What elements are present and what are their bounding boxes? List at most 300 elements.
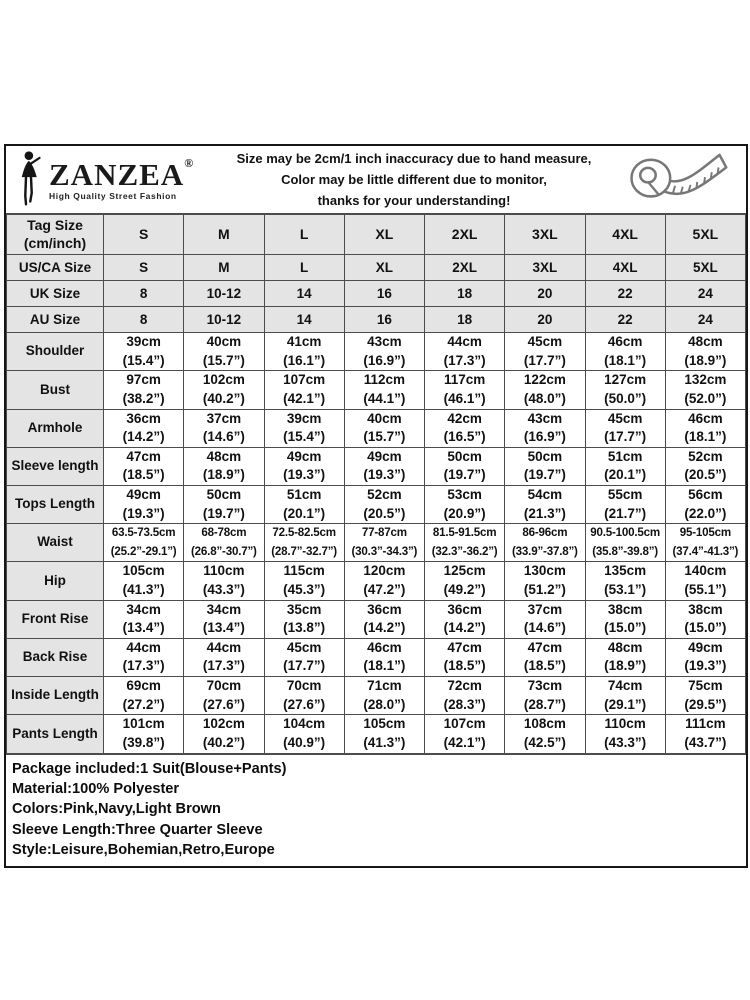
inch-value: (19.7”) (523, 467, 566, 483)
measure-cell (425, 486, 505, 524)
measure-row (7, 486, 746, 524)
measure-cell (344, 638, 424, 676)
cm-value: 51cm (607, 448, 643, 464)
row-label: Bust (7, 371, 104, 409)
registered-mark: ® (184, 155, 195, 170)
cm-value: 45cm (607, 410, 643, 426)
inch-value: (18.1”) (604, 352, 647, 368)
inch-value: (18.9”) (684, 352, 727, 368)
inch-value: (17.3”) (202, 658, 245, 674)
cm-value: 38cm (607, 601, 643, 617)
measure-cell (264, 524, 344, 562)
measure-cell (505, 486, 585, 524)
row-label: Shoulder (7, 333, 104, 371)
measure-notice (222, 148, 606, 211)
inch-value: (52.0”) (684, 390, 727, 406)
cm-value: 39cm (126, 334, 161, 349)
cm-value: 49cm (126, 487, 161, 502)
cm-value: 140cm (684, 563, 727, 579)
measure-cell (505, 333, 585, 371)
size-cell: 14 (264, 281, 344, 307)
cm-value: 46cm (688, 410, 723, 426)
row-label: Front Rise (7, 600, 104, 638)
measure-row (7, 447, 746, 485)
inch-value: (18.1”) (363, 658, 406, 674)
measure-cell (585, 638, 665, 676)
row-label: Inside Length (7, 677, 104, 715)
cm-value: 50cm (527, 448, 563, 464)
measure-cell (425, 600, 505, 638)
measure-cell (264, 638, 344, 676)
size-cell: 14 (264, 307, 344, 333)
size-column-header: L (264, 215, 344, 255)
measure-cell (104, 333, 184, 371)
inch-value: (21.3”) (523, 505, 566, 521)
measure-cell (344, 371, 424, 409)
detail-line: Package included:1 Suit(Blouse+Pants) (12, 760, 287, 777)
cm-value: 43cm (367, 334, 402, 349)
cm-value: 48cm (688, 334, 723, 349)
measure-row (7, 371, 746, 409)
cm-value: 107cm (283, 372, 326, 388)
cm-value: 117cm (443, 372, 486, 388)
cm-value: 43cm (527, 410, 563, 426)
measure-cell (184, 371, 264, 409)
inch-value: (51.2”) (523, 581, 566, 597)
measure-cell (665, 638, 745, 676)
header-band (6, 146, 746, 214)
cm-value: 73cm (527, 678, 563, 694)
inch-value: (14.6”) (202, 429, 245, 445)
size-column-header: 2XL (425, 215, 505, 255)
size-column-header: 5XL (665, 215, 745, 255)
cm-value: 35cm (286, 601, 322, 617)
inch-value: (15.4”) (283, 429, 326, 445)
cm-value: 115cm (283, 563, 325, 579)
row-label: AU Size (7, 307, 104, 333)
measure-cell (505, 715, 585, 753)
cm-value: 74cm (607, 678, 643, 694)
measure-cell (665, 715, 745, 753)
size-cell: 5XL (665, 255, 745, 281)
inch-value: (41.3”) (363, 734, 406, 750)
measure-cell (104, 447, 184, 485)
inch-value: (16.5”) (443, 429, 486, 445)
size-cell: 18 (425, 281, 505, 307)
measure-cell (505, 638, 585, 676)
measure-row (7, 677, 746, 715)
inch-value: (28.3”) (443, 696, 486, 712)
inch-value: (42.5”) (523, 734, 566, 750)
measure-cell (505, 562, 585, 600)
cm-value: 110cm (203, 563, 245, 579)
cm-value: 37cm (206, 410, 242, 426)
cm-value: 69cm (126, 678, 161, 694)
cm-value: 39cm (286, 410, 322, 426)
inch-value: (53.1”) (604, 581, 647, 597)
inch-value: (13.4”) (202, 620, 245, 636)
cm-value: 50cm (447, 448, 482, 464)
measure-cell (505, 371, 585, 409)
inch-value: (17.7”) (523, 352, 566, 368)
cm-value: 36cm (367, 601, 402, 617)
cm-value: 44cm (206, 639, 242, 655)
inch-value: (21.7”) (604, 505, 647, 521)
inch-value: (20.1”) (604, 467, 647, 483)
measure-cell (104, 638, 184, 676)
size-table (6, 214, 746, 754)
inch-value: (19.3”) (684, 658, 727, 674)
measure-cell (505, 677, 585, 715)
inch-value: (27.2”) (122, 696, 165, 712)
measure-cell (585, 600, 665, 638)
measure-row (7, 409, 746, 447)
measure-cell (665, 371, 745, 409)
inch-value: (41.3”) (122, 581, 165, 597)
measure-cell (264, 409, 344, 447)
cm-value: 101cm (122, 716, 165, 732)
cm-value: 41cm (286, 334, 322, 349)
table-header-row (7, 215, 746, 255)
cm-value: 53cm (447, 487, 482, 502)
cm-value: 42cm (447, 410, 482, 426)
measure-row (7, 333, 746, 371)
measure-cell (264, 715, 344, 753)
measure-cell (264, 677, 344, 715)
inch-value: (38.2”) (122, 390, 165, 406)
size-cell: 2XL (425, 255, 505, 281)
inch-value: (14.2”) (363, 620, 406, 636)
row-label: Sleeve length (7, 447, 104, 485)
cm-value: 70cm (286, 678, 322, 694)
inch-value: (43.3”) (604, 734, 647, 750)
inch-value: (22.0”) (684, 505, 727, 521)
row-label: Waist (7, 524, 104, 562)
inch-value: (29.1”) (604, 696, 647, 712)
size-cell: 22 (585, 281, 665, 307)
cm-value: 50cm (206, 487, 242, 502)
cm-value: 102cm (202, 716, 245, 732)
inch-value: (20.5”) (363, 505, 406, 521)
measure-cell (104, 677, 184, 715)
measure-cell (505, 409, 585, 447)
measure-cell (344, 600, 424, 638)
cm-value: 38cm (688, 601, 723, 617)
cm-value: 127cm (604, 372, 647, 388)
cm-value: 44cm (126, 639, 161, 655)
row-label: Pants Length (7, 715, 104, 753)
size-column-header: S (104, 215, 184, 255)
measure-row (7, 638, 746, 676)
inch-value: (45.3”) (283, 581, 326, 597)
cm-value: 112cm (363, 372, 406, 388)
measure-cell (264, 371, 344, 409)
measure-cell (425, 371, 505, 409)
cm-value: 102cm (202, 372, 245, 388)
measure-cell (184, 486, 264, 524)
cm-value: 47cm (527, 639, 563, 655)
inch-value: (17.3”) (443, 352, 486, 368)
cm-value: 40cm (367, 410, 402, 426)
inch-value: (15.7”) (202, 352, 245, 368)
detail-line: Material:100% Polyester (12, 781, 180, 798)
notice-line-1: Size may be 2cm/1 inch inaccuracy due to hand measure, (236, 150, 592, 166)
inch-value: (44.1”) (363, 390, 406, 406)
brand-logo (6, 150, 222, 210)
measure-cell (104, 371, 184, 409)
size-row (7, 281, 746, 307)
inch-value: (19.3”) (122, 505, 165, 521)
cm-value: 70cm (206, 678, 242, 694)
cm-value: 34cm (206, 601, 242, 617)
measure-cell (104, 562, 184, 600)
measure-cell (665, 333, 745, 371)
measure-cell (344, 409, 424, 447)
inch-value: (16.1”) (283, 352, 326, 368)
inch-value: (27.6”) (202, 696, 245, 712)
measure-cell (425, 562, 505, 600)
row-label: Hip (7, 562, 104, 600)
inch-value: (13.4”) (122, 620, 165, 636)
measure-row (7, 524, 746, 562)
cm-value: 40cm (206, 334, 242, 349)
inch-value: (35.8”-39.8”) (592, 544, 658, 558)
inch-value: (30.3”-34.3”) (351, 544, 418, 558)
measure-cell (344, 333, 424, 371)
cm-value: 107cm (443, 716, 486, 732)
measure-row (7, 600, 746, 638)
measure-cell (344, 715, 424, 753)
cm-value: 48cm (206, 448, 242, 464)
cm-value: 47cm (126, 448, 161, 464)
measure-cell (344, 562, 424, 600)
measure-cell (425, 524, 505, 562)
inch-value: (14.2”) (443, 620, 486, 636)
measure-row (7, 715, 746, 753)
inch-value: (32.3”-36.2”) (431, 544, 498, 558)
measure-cell (585, 333, 665, 371)
product-details (6, 754, 746, 866)
inch-value: (20.9”) (443, 505, 486, 521)
size-cell: 8 (104, 307, 184, 333)
inch-value: (17.7”) (604, 429, 647, 445)
measure-cell (425, 677, 505, 715)
cm-value: 120cm (363, 563, 406, 579)
measure-cell (104, 486, 184, 524)
measure-cell (264, 447, 344, 485)
cm-value: 90.5-100.5cm (590, 526, 661, 540)
measure-cell (184, 447, 264, 485)
corner-label-line: (cm/inch) (23, 234, 87, 251)
cm-value: 75cm (688, 678, 723, 694)
inch-value: (16.9”) (523, 429, 566, 445)
measure-cell (184, 677, 264, 715)
size-cell: 3XL (505, 255, 585, 281)
measure-cell (184, 562, 264, 600)
cm-value: 55cm (607, 487, 643, 502)
inch-value: (37.4”-41.3”) (672, 544, 739, 558)
measure-cell (665, 677, 745, 715)
measure-cell (344, 447, 424, 485)
inch-value: (28.0”) (363, 696, 406, 712)
cm-value: 36cm (126, 410, 161, 426)
measure-cell (104, 409, 184, 447)
size-cell: 20 (505, 307, 585, 333)
measuring-tape-icon (606, 151, 746, 209)
cm-value: 36cm (447, 601, 482, 617)
inch-value: (19.7”) (443, 467, 486, 483)
cm-value: 34cm (126, 601, 161, 617)
size-cell: 4XL (585, 255, 665, 281)
cm-value: 132cm (684, 372, 727, 388)
size-cell: 20 (505, 281, 585, 307)
size-cell: 24 (665, 307, 745, 333)
row-label: Armhole (7, 409, 104, 447)
measure-cell (344, 486, 424, 524)
size-column-header: XL (344, 215, 424, 255)
inch-value: (18.9”) (604, 658, 647, 674)
size-cell: M (184, 255, 264, 281)
measure-cell (104, 715, 184, 753)
measure-cell (585, 409, 665, 447)
measure-cell (505, 524, 585, 562)
cm-value: 49cm (367, 448, 402, 464)
measure-cell (585, 447, 665, 485)
measure-cell (184, 409, 264, 447)
size-column-header: 4XL (585, 215, 665, 255)
cm-value: 49cm (688, 639, 723, 655)
cm-value: 105cm (122, 563, 165, 579)
brand-tagline: High Quality Street Fashion (49, 190, 177, 201)
inch-value: (40.2”) (202, 734, 245, 750)
inch-value: (18.9”) (202, 467, 245, 483)
measure-cell (585, 371, 665, 409)
inch-value: (15.0”) (684, 620, 727, 636)
inch-value: (18.5”) (443, 658, 486, 674)
corner-label-line: Tag Size (27, 217, 83, 233)
brand-logo-text (49, 155, 195, 201)
inch-value: (27.6”) (283, 696, 326, 712)
inch-value: (33.9”-37.8”) (512, 544, 578, 558)
measure-cell (585, 562, 665, 600)
cm-value: 44cm (447, 334, 482, 349)
inch-value: (18.5”) (122, 467, 165, 483)
detail-line: Sleeve Length:Three Quarter Sleeve (12, 821, 263, 838)
inch-value: (50.0”) (604, 390, 647, 406)
inch-value: (17.7”) (283, 658, 326, 674)
inch-value: (40.9”) (283, 734, 326, 750)
cm-value: 72cm (447, 678, 482, 694)
measure-cell (505, 600, 585, 638)
cm-value: 45cm (527, 334, 563, 349)
row-label: Back Rise (7, 638, 104, 676)
row-label: UK Size (7, 281, 104, 307)
size-cell: 22 (585, 307, 665, 333)
cm-value: 46cm (367, 639, 402, 655)
measure-cell (665, 524, 745, 562)
size-cell: 16 (344, 281, 424, 307)
size-row (7, 307, 746, 333)
measure-cell (665, 600, 745, 638)
inch-value: (46.1”) (443, 390, 486, 406)
measure-cell (264, 333, 344, 371)
inch-value: (26.8”-30.7”) (191, 544, 257, 558)
inch-value: (19.3”) (283, 467, 326, 483)
cm-value: 86-96cm (522, 526, 568, 540)
size-chart-panel (4, 144, 748, 868)
cm-value: 97cm (126, 372, 161, 388)
size-cell: 24 (665, 281, 745, 307)
measure-cell (104, 524, 184, 562)
cm-value: 63.5-73.5cm (111, 526, 176, 540)
inch-value: (42.1”) (283, 390, 326, 406)
measure-cell (184, 333, 264, 371)
size-column-header: 3XL (505, 215, 585, 255)
cm-value: 81.5-91.5cm (432, 526, 497, 540)
measure-cell (425, 715, 505, 753)
inch-value: (19.7”) (202, 505, 245, 521)
cm-value: 122cm (523, 372, 566, 388)
measure-cell (184, 524, 264, 562)
inch-value: (20.1”) (283, 505, 326, 521)
size-cell: 10-12 (184, 307, 264, 333)
cm-value: 71cm (367, 678, 402, 694)
cm-value: 56cm (688, 487, 723, 502)
measure-cell (585, 486, 665, 524)
detail-line: Style:Leisure,Bohemian,Retro,Europe (12, 842, 275, 859)
inch-value: (19.3”) (363, 467, 406, 483)
cm-value: 110cm (604, 716, 646, 732)
inch-value: (39.8”) (122, 734, 165, 750)
measure-cell (505, 447, 585, 485)
notice-line-3: thanks for your understanding! (317, 193, 511, 209)
inch-value: (18.1”) (684, 429, 727, 445)
inch-value: (28.7”-32.7”) (271, 544, 337, 558)
measure-cell (184, 600, 264, 638)
measure-cell (665, 409, 745, 447)
size-cell: 10-12 (184, 281, 264, 307)
inch-value: (55.1”) (684, 581, 727, 597)
inch-value: (15.7”) (363, 429, 406, 445)
inch-value: (20.5”) (684, 467, 727, 483)
measure-cell (425, 638, 505, 676)
row-label: US/CA Size (7, 255, 104, 281)
notice-line-2: Color may be little different due to monitor, (281, 171, 547, 187)
inch-value: (49.2”) (443, 581, 486, 597)
measure-cell (264, 486, 344, 524)
inch-value: (40.2”) (202, 390, 245, 406)
cm-value: 68-78cm (201, 526, 247, 540)
cm-value: 111cm (685, 716, 726, 732)
size-cell: L (264, 255, 344, 281)
cm-value: 46cm (607, 334, 643, 349)
inch-value: (48.0”) (523, 390, 566, 406)
measure-cell (665, 562, 745, 600)
inch-value: (13.8”) (283, 620, 326, 636)
measure-cell (104, 600, 184, 638)
inch-value: (14.6”) (523, 620, 566, 636)
cm-value: 125cm (443, 563, 486, 579)
size-column-header: M (184, 215, 264, 255)
cm-value: 52cm (688, 448, 723, 464)
inch-value: (14.2”) (122, 429, 165, 445)
measure-cell (585, 677, 665, 715)
cm-value: 105cm (363, 716, 406, 732)
cm-value: 135cm (604, 563, 647, 579)
size-cell: 8 (104, 281, 184, 307)
size-table-body (7, 215, 746, 754)
cm-value: 77-87cm (361, 526, 407, 540)
